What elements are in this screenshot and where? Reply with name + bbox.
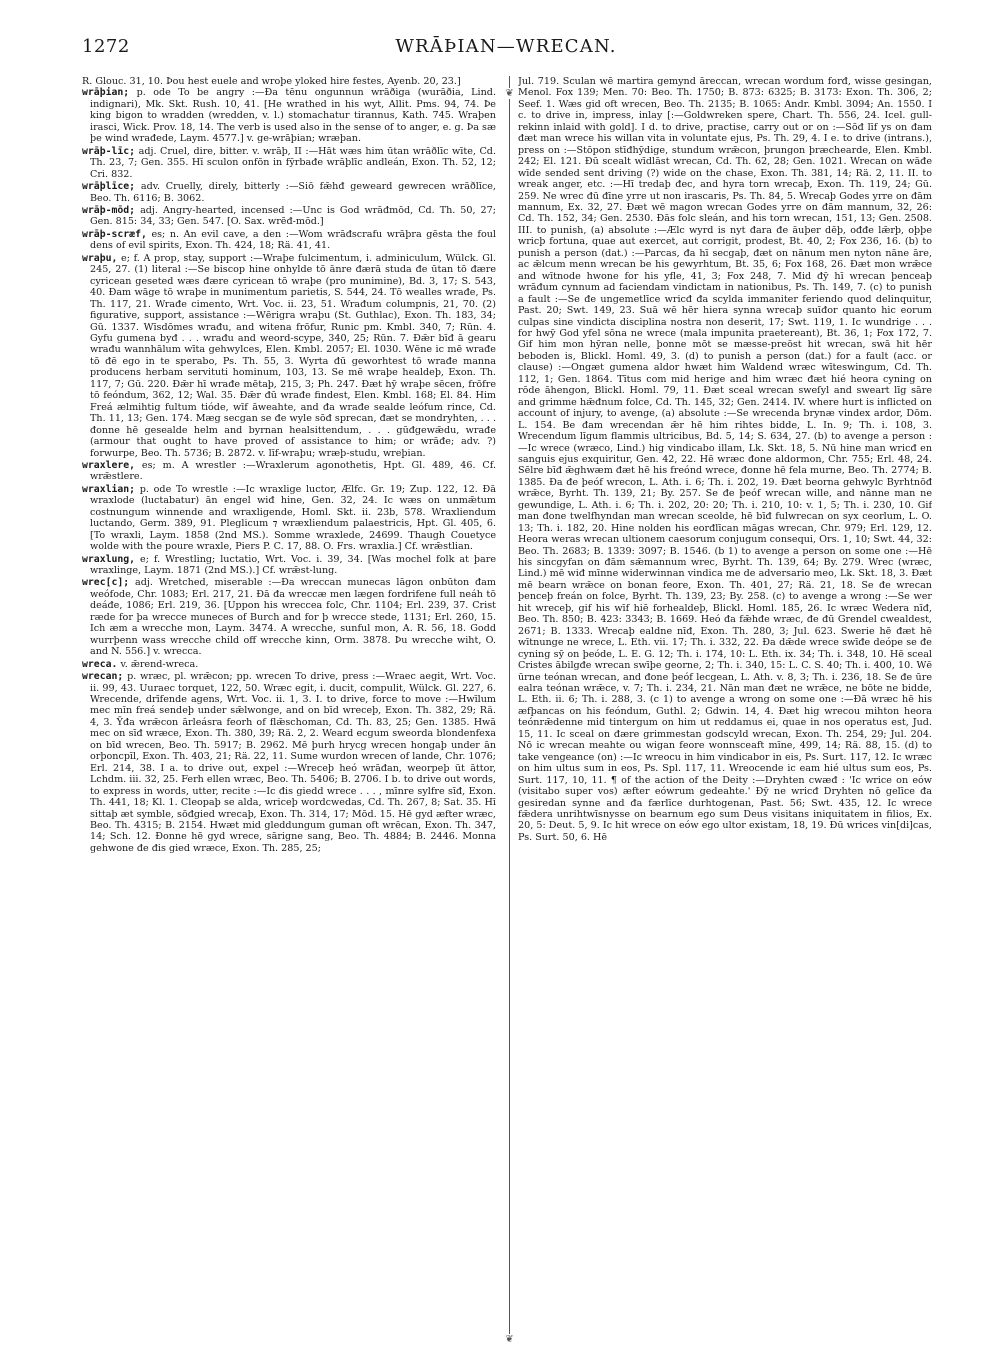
entry-headword: wrec[c];	[82, 577, 130, 589]
rule-ornament-top-icon: ❦	[505, 88, 514, 99]
running-title: WRĀÞIAN—WRECAN.	[395, 36, 617, 57]
entry-text: v. ǣrend-wreca.	[117, 658, 199, 670]
entry-text: p. wræc, pl. wrǣcon; pp. wrecen To drive, press :—Wraec aegit, Wrt. Voc. ii. 99, 43. Uuraec torquet, 122, 50. Wræc egit, i. ducit, compulit, Wülck. Gl. 227, 6. Wrecende, drīfende agens, Wrt. Voc. ii. 1, 3. I. to drive, force to move :—Hwīlum mec mīn freá sendeþ under sǣlwonge, and on bīd wreceþ, Exon. Th. 382, 29; Rä. 4, 3. Ȳđa wrǣcon ārleásra feorh of flǣschoman, Cd. Th. 83, 25; Gen. 1385. Hwā mec on sīđ wræce, Exon. Th. 380, 39; Rä. 2, 2. Weard ecgum sweorda blondenfexa on bīd wrecen, Beo. Th. 5917; B. 2962. Mē þurh hrycg wrecen hongaþ under ān orþoncpīl, Exon. Th. 403, 21; Rä. 22, 11. Sume wurdon wrecen of lande, Chr. 1076; Erl. 214, 38. I a. to drive out, expel :—Wreceþ heó wrāđan, weorpeþ ūt āttor, Lchdm. iii. 32, 25. Ferh ellen wræc, Beo. Th. 5406; B. 2706. I b. to drive out words, to express in words, utter, recite :—Ic đis giedd wrece . . . , mīnre sylfre sīđ, Exon. Th. 441, 18; Kl. 1. Cleopaþ se alda, wriceþ wordcwedas, Cd. Th. 267, 8; Sat. 35. Hī sittaþ æt symble, sōđgied wrecaþ, Exon. Th. 314, 17; Mōd. 15. Hē gyd æfter wræc, Beo. Th. 4315; B. 2154. Hwæt mid gleddungum guman oft wrēcan, Exon. Th. 347, 14; Sch. 12. Đonne hē gyd wrece, sārigne sang, Beo. Th. 4884; B. 2446. Monna gehwone đe đis gied wræce, Exon. Th. 285, 25;	[90, 671, 496, 854]
entry-text: e; f. A prop, stay, support :—Wraþe fulcimentum, i. adminiculum, Wülck. Gl. 245, 27. (1) literal :—Se biscop hine onhylde tō ānre đærā studa đe ūtan tō đære cyricean geseted wæs đære cyricean tō wraþe (pro munimine), Bd. 3, 17; S. 543, 40. Đam wāge tō wraþe in munimentum parietis, S. 544, 24. Tō wealles wrađe, Ps. Th. 117, 21. Wrađe cimento, Wrt. Voc. ii. 23, 51. Wrađum columpnis, 21, 70. (2) figurative, support, assistance :—Wērigra wraþu (St. Guthlac), Exon. Th. 183, 34; Gū. 1337. Wīsdōmes wrađu, and witena frōfur, Runic pm. Kmbl. 340, 7; Rūn. 4. Gyfu gumena byđ . . . wrađu and weord-scype, 340, 25; Rūn. 7. Đǣr bīđ ā gearu wrađu wannhālum wīta gehwylces, Elen. Kmbl. 2057; El. 1030. Wēne ic mē wrađe tō đē ego in te sperabo, Ps. Th. 55, 3. Wyrta đū geworhtest tō wrađe manna producens herbam servituti hominum, 103, 13. Se mē wraþe healdeþ, Exon. Th. 117, 7; Gū. 220. Đǣr hī wrađe mētaþ, 215, 3; Ph. 247. Đæt hȳ wraþe sēcen, frōfre tō feóndum, 362, 12; Wal. 35. Đǣr đū wrađe findest, Elen. Kmbl. 168; El. 84. Him Freá ælmihtig fultum tióde, wīf āweahte, and đa wrađe sealde leófum rince, Cd. Th. 11, 13; Gen. 174. Mæg secgan se đe wyle sōđ sprecan, đæt se mondryhten, . . . đonne hē gesealde helm and byrnan healsittendum, . . . gūđgewǣdu, wrađe (armour that ought to have proved of assistance to him; or wrāđe; adv. ?) forwurpe, Beo. Th. 5736; B. 2872. v. līf-wraþu; wræþ-studu, wreþian.	[90, 252, 496, 459]
dictionary-entry	[82, 181, 496, 204]
dictionary-entry	[82, 87, 496, 144]
entry-headword: wraxlere,	[82, 459, 136, 471]
entry-headword: wrāþlīce;	[82, 181, 136, 193]
entry-headword: wreca.	[82, 658, 118, 670]
entry-text: adj. Cruel, dire, bitter. v. wrāþ, II :—Hāt wæs him ūtan wrāðlīc wīte, Cd. Th. 23, 7; Gen. 355. Hī sculon onfōn in fȳrbađe wrāþlīc andleán, Exon. Th. 52, 12; Cri. 832.	[90, 145, 496, 180]
rule-ornament-bottom-icon: ❦	[505, 1334, 514, 1345]
entry-headword: wrāþ-scræf,	[82, 228, 147, 240]
entry-text: es; n. An evil cave, a den :—Wom wrāđscrafu wrāþra gēsta the foul dens of evil spirits, Exon. Th. 424, 18; Rä. 41, 41.	[90, 228, 496, 252]
dictionary-entry	[82, 460, 496, 483]
entry-text: adj. Wretched, miserable :—Đa wreccan munecas lāgon onbūton đam weófode, Chr. 1083; Erl. 217, 21. Đā đa wreccæ men lægen fordrifene full neáh tō deáđe, 1086; Erl. 219, 36. [Uppon his wreccea folc, Chr. 1104; Erl. 239, 37. Crist ræde for þa wrecce muneces of Burch and for þ wrecce stede, 1131; Erl. 260, 15. Ich æm a wrecche mon, Laym. 3474. A wrecche, sunful mon, A. R. 56, 18. Godd wurrþenn wass wrecche child off wrecche kinn, Orm. 3878. Þu wrecche wiht, O. and N. 556.] v. wrecca.	[90, 577, 496, 658]
dictionary-entry	[82, 146, 496, 180]
entry-text: e; f. Wrestling; luctatio, Wrt. Voc. i. 39, 34. [Was mochel folk at þare wraxlinge, Laym. 1871 (2nd MS.).] Cf. wrǣst-lung.	[90, 553, 496, 577]
entry-text: adv. Cruelly, direly, bitterly :—Siō fǣhđ geweard gewrecen wrāðlīce, Beo. Th. 6116; B. 3062.	[90, 181, 496, 204]
dictionary-entry	[82, 671, 496, 854]
dictionary-entry	[82, 484, 496, 553]
entry-headword: wraþu,	[82, 252, 118, 264]
entry-text: p. ode To wrestle :—Ic wraxlige luctor, Ælfc. Gr. 19; Zup. 122, 12. Đā wraxlode (luctabatur) ān engel wiđ hine, Gen. 32, 24. Ic wæs on unmǣtum costnungum winnende and wraxligende, Homl. Skt. ii. 23b, 578. Wraxliendum luctando, Germ. 389, 91. Pleglicum ⁊ wræxliendum palaestricis, Hpt. Gl. 405, 6. [To wraxli, Laym. 1858 (2nd MS.). Somme wraxlede, 24699. Thaugh Couetyce wolde with the poure wraxle, Piers P. C. 17, 88. O. Frs. wraxlia.] Cf. wrǣstlian.	[90, 483, 496, 553]
entry-text: p. ode To be angry :—Ða tēnu ongunnun wrāðiga (wurāðia, Lind. indignari), Mk. Skt. Rush. 10, 41. [He wrathed in his wyt, Allit. Pms. 94, 74. Þe king bigon to wradden (wredden, v. l.) stomachatur tirannus, Kath. 745. Wraþen irasci, Wick. Prov. 18, 14. The verb is used also in the sense of to anger, e. g. Þa sæ þe wind wrađede, Laym. 4577.] v. ge-wrāþian; wræþan.	[90, 87, 496, 145]
column-rule	[509, 76, 510, 1338]
dictionary-entry	[82, 229, 496, 252]
right-column	[518, 76, 932, 1338]
entry-headword: wrāþ-mōd;	[82, 204, 136, 216]
entry-headword: wraxlung,	[82, 553, 136, 565]
entry-headword: wrecan;	[82, 671, 124, 683]
dictionary-entry	[82, 577, 496, 657]
entry-headword: wrāþ-līc;	[82, 145, 136, 157]
entry-text: adj. Angry-hearted, incensed :—Unc is God wrāđmōd, Cd. Th. 50, 27; Gen. 815: 34, 33; Gen. 547. [O. Sax. wrēđ-mōd.]	[90, 204, 496, 228]
dictionary-entry	[82, 554, 496, 577]
continued-entry	[518, 76, 932, 843]
entry-headword: wrāþian;	[82, 87, 130, 99]
entry-text: R. Glouc. 31, 10. Þou hest euele and wroþe yloked hire festes, Ayenb. 20, 23.]	[82, 76, 461, 87]
continued-entry	[82, 76, 496, 87]
page-number: 1272	[82, 36, 130, 57]
dictionary-entry	[82, 205, 496, 228]
dictionary-entry	[82, 659, 496, 670]
entry-text: es; m. A wrestler :—Wraxlerum agonothetis, Hpt. Gl. 489, 46. Cf. wrǣstlere.	[90, 459, 496, 483]
page-header	[82, 36, 930, 62]
entry-headword: wraxlian;	[82, 483, 136, 495]
dictionary-entry	[82, 253, 496, 459]
left-column	[82, 76, 496, 1338]
entry-text: Jul. 719. Sculan wē martira gemynd āreccan, wrecan wordum forđ, wisse gesingan, Menol. Fox 139; Men. 70: Beo. Th. 1750; B. 873: 6325; B. 3173: Exon. Th. 306, 2; Seef. 1. Wæs gid oft wrecen, Beo. Th. 2135; B. 1065: Andr. Kmbl. 3094; An. 1550. I c. to drive in, impress, inlay [:—Goldwreken spere, Chart. Th. 556, 24. Icel. gull-rekinn inlaid with gold]. I d. to drive, practise, carry out or on :—Sōđ līf ys on đam đæt man wrece his willan vita in voluntate ejus, Ps. Th. 29, 4. I e. to drive (intrans.), press on :—Stōpon stīđhȳdige, stundum wrǣcon, þrungon þræchearde, Elen. Kmbl. 242; El. 121. Đū scealt wīdlāst wrecan, Cd. Th. 62, 28; Gen. 1021. Wrecan on wāđe wīde sended sent driving (?) wide on the chase, Exon. Th. 381, 14; Rä. 2, 11. II. to wreak anger, etc. :—Hī tredaþ đec, and hyra torn wrecaþ, Exon. Th. 119, 24; Gū. 259. Ne wrec đū đīne yrre ut non irascaris, Ps. Th. 84, 5. Wrecaþ Godes yrre on đām mannum, Ex. 32, 27. Đæt wē magon wrecan Godes yrre on đām mannum, 32, 26: Cd. Th. 152, 34; Gen. 2530. Đās folc sleán, and his torn wrecan, 151, 13; Gen. 2508. III. to punish, (a) absolute :—Ælc wyrd is nyt đara đe āuþer dēþ, ođđe lǣrþ, oþþe wricþ fortuna, quae aut exercet, aut corrigit, prodest, Bt. 40, 2; Fox 236, 16. (b) to punish a person (dat.) :—Parcas, đa hī secgaþ, đæt on nānum men nyton nāne āre, ac ǣlcum menn wrecan be his gewyrhtum, Bt. 35, 6; Fox 168, 26. Đæt mon wrǣce and wītnode hwone for his yfle, 41, 3; Fox 248, 7. Mid đȳ hī wrecan þenceaþ wrāđum cynnum ad faciendam vindictam in nationibus, Ps. Th. 149, 7. (c) to punish a fault :—Se đe ungemetlīce wricđ đa scylda immaniter feriendo quod delinquitur, Past. 20; Swt. 149, 23. Suā wē hēr hiera synna wrecaþ suīđor quanto hic eorum culpas sine vindicta disciplina nostra non deserit, 17; Swt. 119, 1. Ic wundrige . . . for hwȳ God yfel sōna ne wrece (mala impunita praetereant), Bt. 36, 1; Fox 172, 7. Gif him mon hȳran nelle, þonne mōt se mæsse-preōst hit wrecan, swā hit hēr beboden is, Blickl. Homl. 49, 3. (d) to punish a person (dat.) for a fault (acc. or clause) :—Ongæt gumena aldor hwæt him Waldend wræc wīteswingum, Cd. Th. 112, 1; Gen. 1864. Tītus com mid herige and him wræc đæt hié heora cyning on rōde āhengon, Blickl. Homl. 79, 11. Đæt sceal wrecan sweſyl and sweart līg sāre and grimme hǣđnum folce, Cd. Th. 145, 32; Gen. 2414. IV. where hurt is inflicted on account of injury, to avenge, (a) absolute :—Se wrecenda brynæ vindex ardor, Dōm. L. 154. Be đam wrecendan ǣr hē him rihtes bidde, L. In. 9; Th. i. 108, 3. Wrecendum līgum flammis ultricibus, Bd. 5, 14; S. 634, 27. (b) to avenge a person :—Ic wrece (wræco, Lind.) hig vindicabo illam, Lk. Skt. 18, 5. Nū hine man wricđ en sanguis ejus exquiritur, Gen. 42, 22. Hē wræc đone aldormon, Chr. 755; Erl. 48, 24. Sēlre bīđ ǣghwæm đæt hē his freónd wrece, đonne hē fela murne, Beo. Th. 2774; B. 1385. Đa đe þeóf wrecon, L. Ath. i. 6; Th. i. 202, 19. Đæt beorna gehwylc Byrhtnōđ wrǣce, Byrht. Th. 139, 21; By. 257. Se đe þeóf wrecan wille, and nānne man ne gewundige, L. Ath. i. 6; Th. i. 202, 20: 20; Th. i. 210, 10: v. 1, 5; Th. i. 230, 10. Gif man đone twelfhyndan man wrecan sceolde, hē bīđ fulwrecan on syx ceorlum, L. O. 13; Th. i. 182, 20. Hine nolden his eorđlīcan māgas wrecan, Chr. 979; Erl. 129, 12. Heora weras wrecan ultionem caesorum conjugum consequi, Ors. 1, 10; Swt. 44, 32: Beo. Th. 2683; B. 1339: 3097; B. 1546. (b 1) to avenge a person on some one :—Hē his sincgyfan on đām sǣmannum wrec, Byrht. Th. 139, 64; By. 279. Wrec (wræc, Lind.) mē wiđ mīnne widerwinnan vindica me de adversario meo, Lk. Skt. 18, 3. Đæt mē bearn wrǣce on bonan feore, Exon. Th. 401, 27; Rä. 21, 18. Se đe wrecan þenceþ freán on folce, Byrht. Th. 139, 23; By. 258. (c) to avenge a wrong :—Se wer hit wreceþ, gif his wīf hiē forhealdeþ, Blickl. Homl. 185, 26. Ic wræc Wedera nīđ, Beo. Th. 850; B. 423: 3343; B. 1669. Heó đa fǣhđe wræc, đe đū Grendel cwealdest, 2671; B. 1333. Wrecaþ ealdne nīđ, Exon. Th. 280, 3; Jul. 623. Swerie hē đæt hē wītnunge ne wrece, L. Eth. vii. 17; Th. i. 332, 22. Đa dǣde wrece swīđe deópe se đe cyning sȳ on þeóde, L. E. G. 12; Th. i. 174, 10: L. Eth. ix. 34; Th. i. 348, 10. Hē sceal Cristes ābilgđe wrecan swīþe georne, 2; Th. i. 340, 15: L. C. S. 40; Th. i. 400, 10. Wē ūrne teónan wrecan, and đone þeóf lecgean, L. Ath. v. 8, 3; Th. i. 236, 18. Se đe ūre ealra teónan wrǣce, v. 7; Th. i. 234, 21. Nān man đæt ne wrǣce, ne bōte ne bidde, L. Eth. ii. 6; Th. i. 288, 3. (c 1) to avenge a wrong on some one :—Đā wræc hē his æfþancas on his feóndum, Guthl. 2; Gdwin. 14, 4. Đæt hig wrecou mihton heora teónrǣdenne mid tintergum on him ut reddamus ei, quae in nos operatus est, Jud. 15, 11. Ic sceal on đære grimmestan godscyld wrecan, Exon. Th. 254, 29; Jul. 204. Nō ic wrecan meahte ou wigan feore wonnsceaft mīne, 499, 14; Rä. 88, 15. (d) to take vengeance (on) :—Ic wreocu in him vindicabor in eis, Ps. Surt. 117, 12. Ic wræc on him ultus sum in eos, Ps. Spl. 117, 11. Wreocende ic eam hié ultus sum eos, Ps. Surt. 117, 10, 11. ¶ of the action of the Deity :—Dryhten cwæđ : 'Ic wrice on eów (visitabo super vos) æfter eówrum gedeahte.' Đȳ ne wricđ Dryhten nō gelīce đa gesiredan synne and đa færlīce durhtogenan, Past. 56; Swt. 435, 12. Ic wrece fǣdera unrihtwīsnysse on bearnum ego sum Deus visitans iniquitatem in filios, Ex. 20, 5: Deut. 5, 9. Ic hit wrece on eów ego ultor existam, 18, 19. Đū wrices vin[di]cas, Ps. Surt. 50, 6. Hē	[518, 76, 932, 843]
